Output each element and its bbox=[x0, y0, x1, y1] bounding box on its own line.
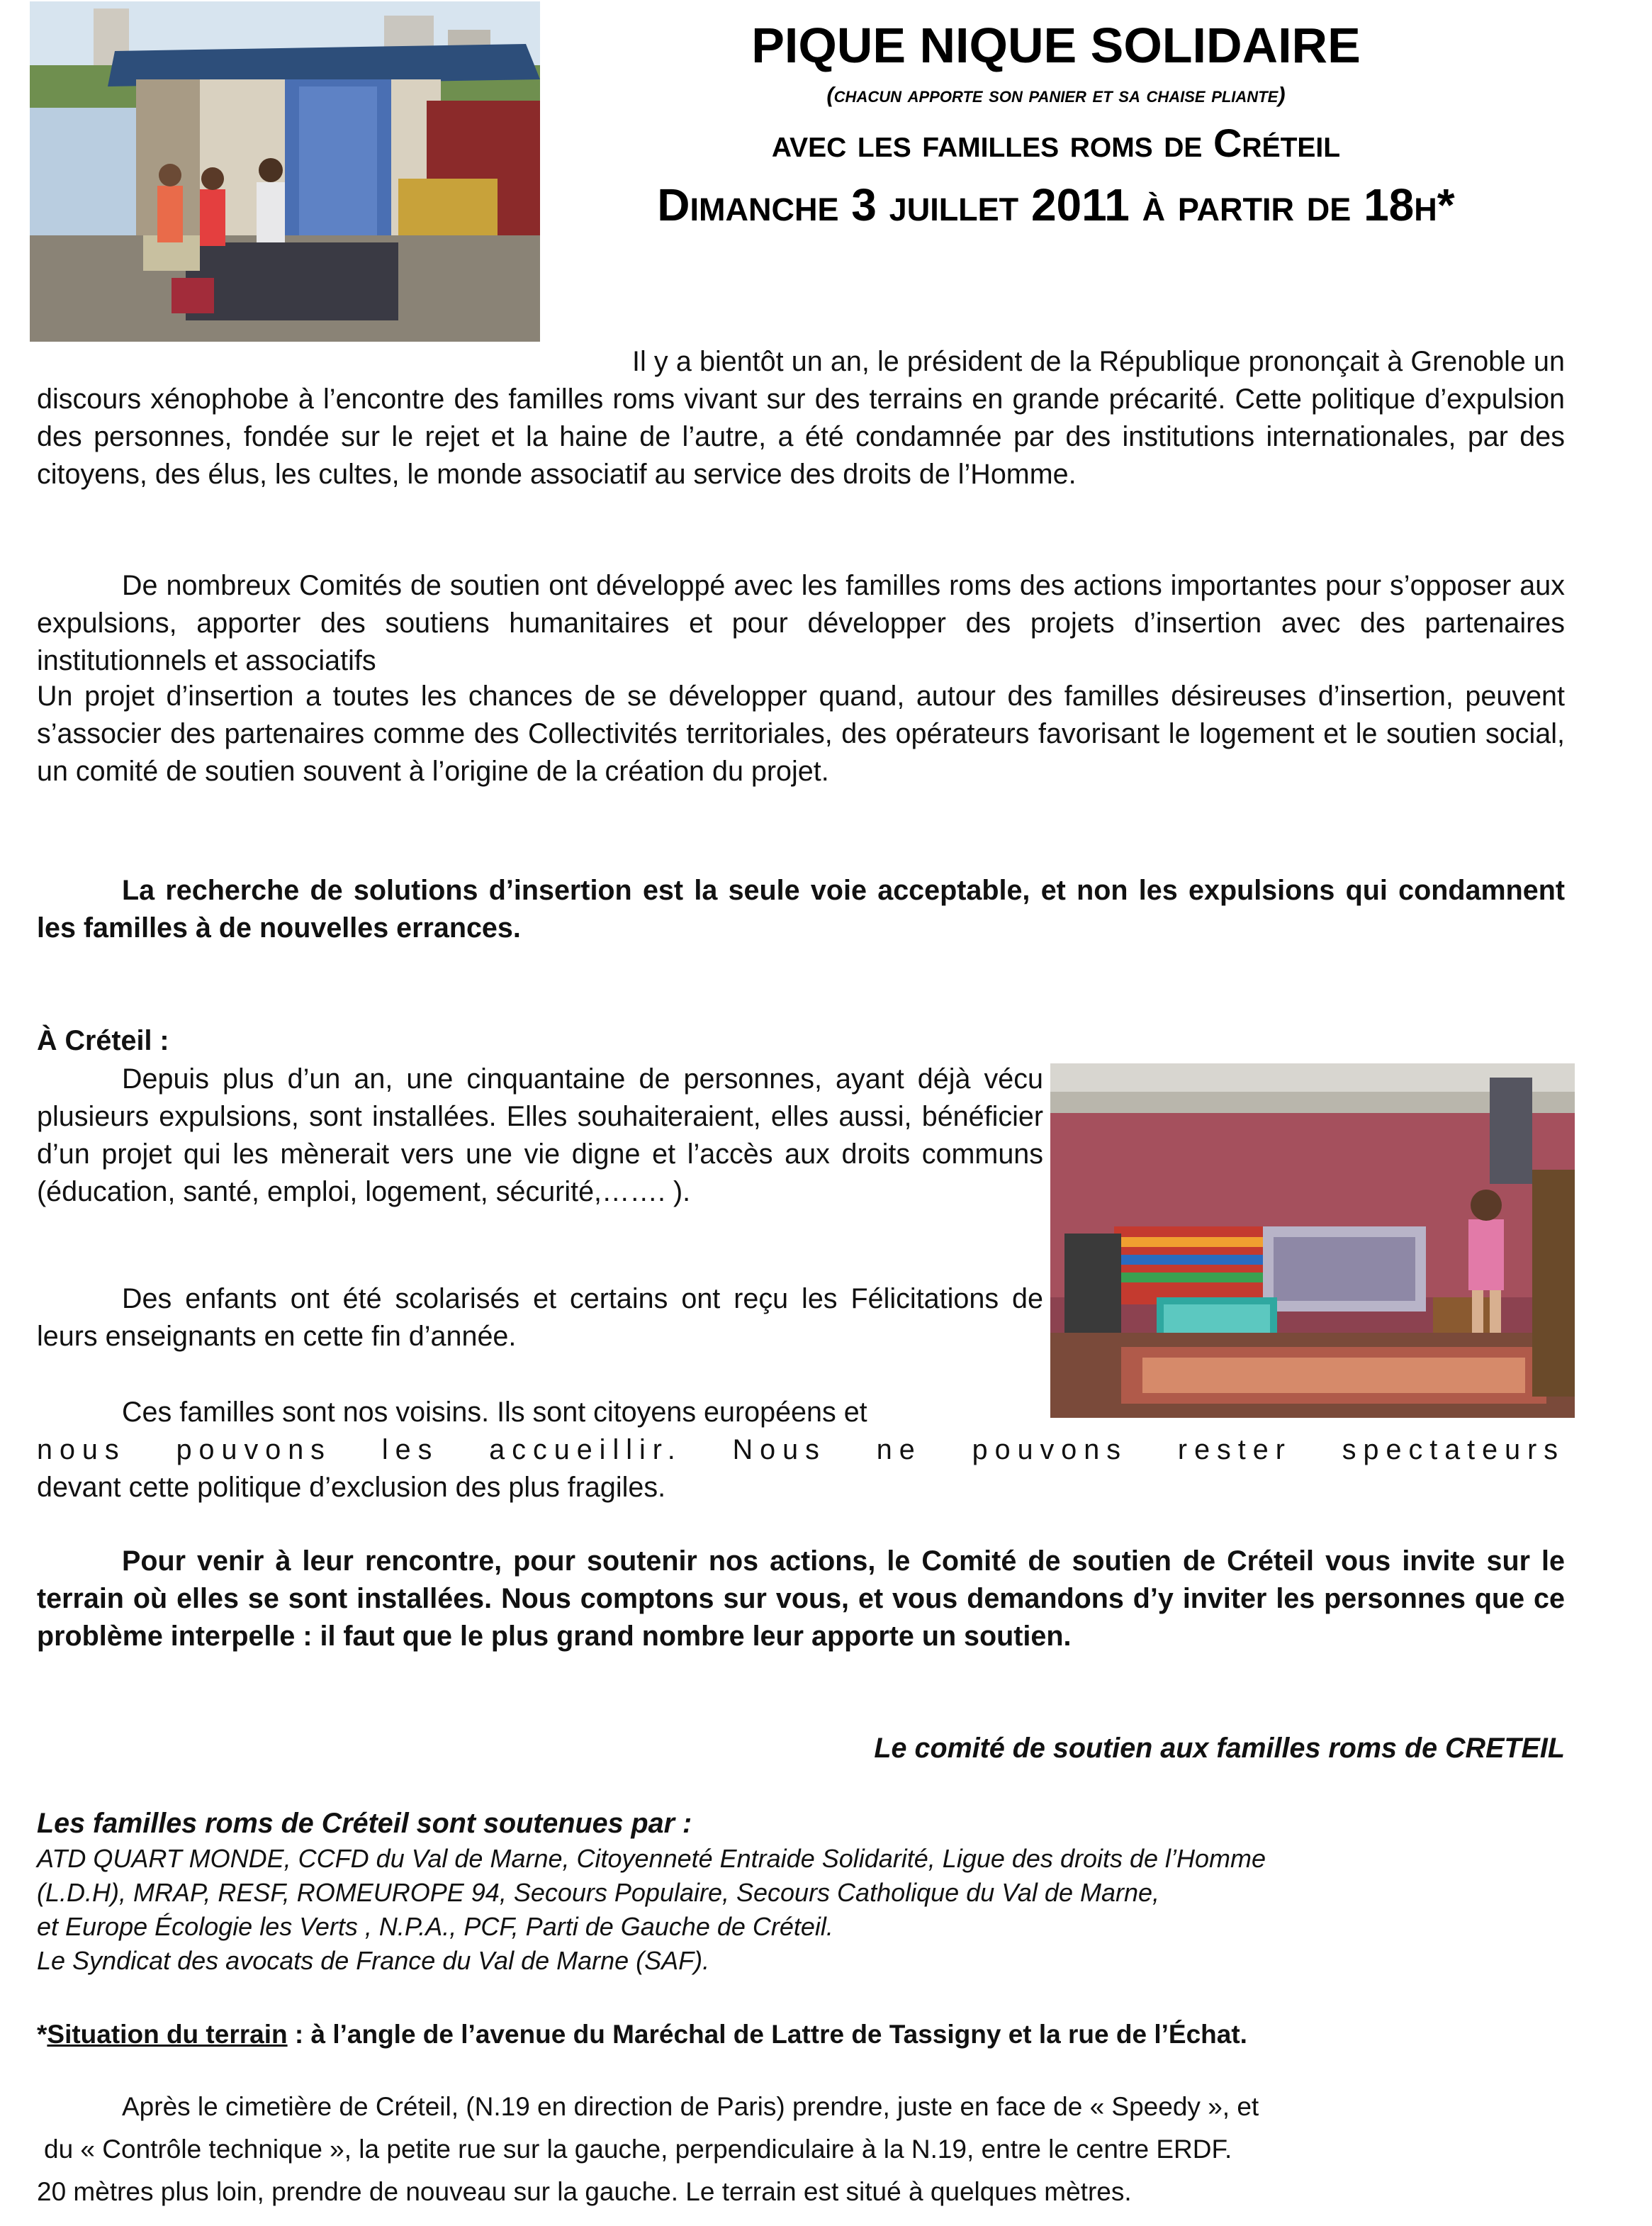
supporters-list bbox=[37, 1842, 1565, 1978]
title-block bbox=[553, 14, 1559, 237]
paragraph-project: Un projet d’insertion a toutes les chances de se développer quand, autour des familles désireuses d’insertion, peuvent s’associer des partenaires comme des Collectivités territoriales, des opérateurs favorisant le logement et le soutien social, un comité de soutien souvent à l’origine de la création du projet. bbox=[37, 681, 1565, 787]
camp-photo bbox=[30, 1, 540, 342]
location-star: * bbox=[37, 2020, 47, 2049]
location-label: Situation du terrain bbox=[47, 2020, 288, 2049]
supporters-line: et Europe Écologie les Verts , N.P.A., PCF, Parti de Gauche de Créteil. bbox=[37, 1912, 833, 1941]
paragraph-invitation: Pour venir à leur rencontre, pour soutenir nos actions, le Comité de soutien de Créteil vous invite sur le terrain où elles se sont installées. Nous comptons sur vous, et vous demandons d’y inviter les personnes que ce problème interpelle : il faut que le plus grand nombre leur apporte un soutien. bbox=[37, 1545, 1565, 1652]
supporters-line: ATD QUART MONDE, CCFD du Val de Marne, Citoyenneté Entraide Solidarité, Ligue des droits de l’Homme bbox=[37, 1844, 1266, 1873]
main-title: PIQUE NIQUE SOLIDAIRE bbox=[751, 18, 1361, 73]
title-date: Dimanche 3 juillet 2011 à partir de 18h* bbox=[657, 179, 1455, 230]
supporters-heading: Les familles roms de Créteil sont soutenues par : bbox=[37, 1808, 692, 1839]
paragraph-intro: Il y a bientôt un an, le président de la République prononçait à Grenoble un discours xénophobe à l’encontre des familles roms vivant sur des terrains en grande précarité. Cette politique d’expulsion des personnes, fondée sur le rejet et la haine de l’autre, a été condamnée par des institutions internationales, par des citoyens, des élus, les cultes, le monde associatif au service des droits de l’Homme. bbox=[37, 346, 1565, 490]
creteil-heading: À Créteil : bbox=[37, 1025, 169, 1056]
directions-line: 20 mètres plus loin, prendre de nouveau sur la gauche. Le terrain est situé à quelques mètres. bbox=[37, 2177, 1132, 2206]
paragraph-committees: De nombreux Comités de soutien ont développé avec les familles roms des actions importantes pour s’opposer aux expulsions, apporter des soutiens humanitaires et pour développer des projets d’insertion avec des partenaires institutionnels et associatifs bbox=[37, 570, 1565, 676]
directions-line: du « Contrôle technique », la petite rue sur la gauche, perpendiculaire à la N.19, entre le centre ERDF. bbox=[44, 2135, 1232, 2164]
subtitle: (chacun apporte son panier et sa chaise pliante) bbox=[826, 82, 1286, 107]
paragraph-neighbours-line3: devant cette politique d’exclusion des plus fragiles. bbox=[37, 1472, 666, 1503]
title-audience: avec les familles roms de Créteil bbox=[771, 121, 1341, 165]
location-note bbox=[37, 2013, 1582, 2056]
signature: Le comité de soutien aux familles roms de CRETEIL bbox=[874, 1733, 1565, 1764]
paragraph-neighbours-line2: nous pouvons les accueillir. Nous ne pouvons rester spectateurs bbox=[37, 1434, 1565, 1465]
paragraph-emphasis: La recherche de solutions d’insertion est la seule voie acceptable, et non les expulsions qui condamnent les familles à de nouvelles errances. bbox=[37, 875, 1565, 944]
directions bbox=[37, 2086, 1582, 2213]
directions-line: Après le cimetière de Créteil, (N.19 en direction de Paris) prendre, juste en face de « Speedy », et bbox=[122, 2092, 1259, 2121]
room-photo bbox=[1050, 1063, 1575, 1418]
paragraph-children: Des enfants ont été scolarisés et certains ont reçu les Félicitations de leurs enseignants en cette fin d’année. bbox=[37, 1283, 1043, 1352]
supporters-line: Le Syndicat des avocats de France du Val de Marne (SAF). bbox=[37, 1946, 710, 1975]
location-text: : à l’angle de l’avenue du Maréchal de Lattre de Tassigny et la rue de l’Échat. bbox=[287, 2020, 1247, 2049]
paragraph-creteil: Depuis plus d’un an, une cinquantaine de personnes, ayant déjà vécu plusieurs expulsions, sont installées. Elles souhaiteraient, elles aussi, bénéficier d’un projet qui les mènerait vers une vie digne et l’accès aux droits communs (éducation, santé, emploi, logement, sécurité,……. ). bbox=[37, 1063, 1043, 1207]
supporters-line: (L.D.H), MRAP, RESF, ROMEUROPE 94, Secours Populaire, Secours Catholique du Val de Marne, bbox=[37, 1878, 1160, 1907]
paragraph-neighbours-line1: Ces familles sont nos voisins. Ils sont citoyens européens et bbox=[122, 1397, 867, 1428]
